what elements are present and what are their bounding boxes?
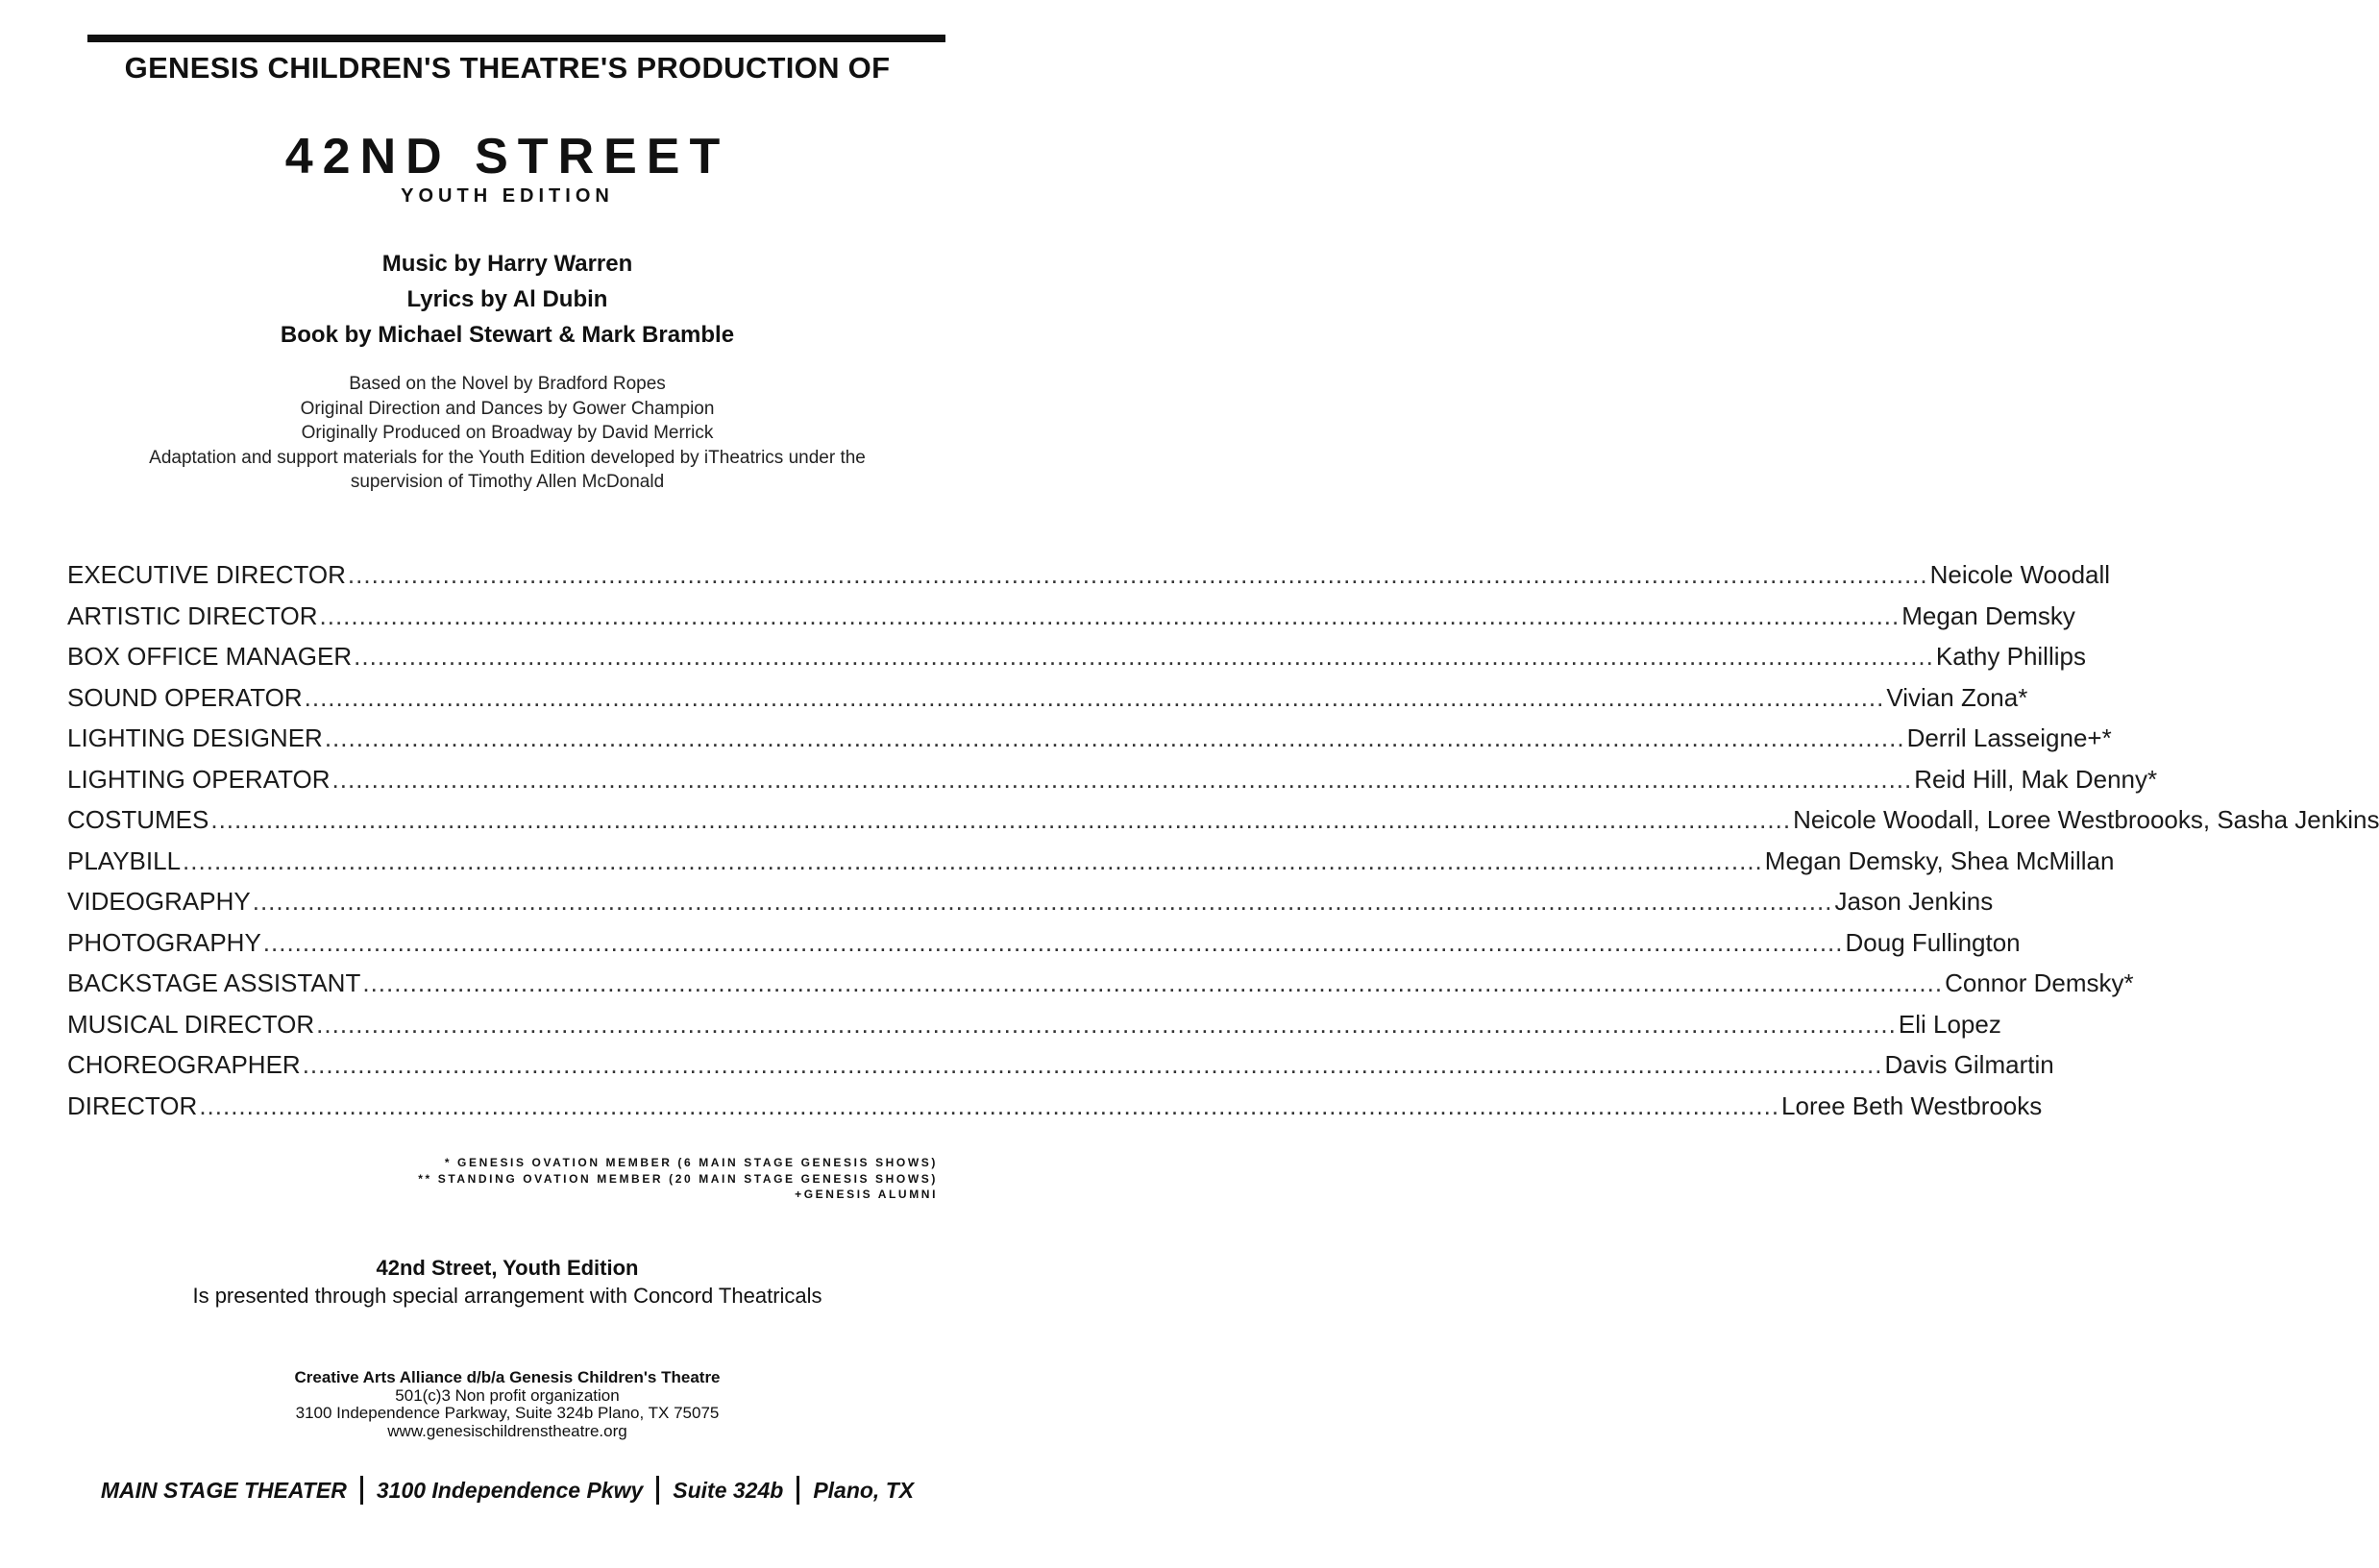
show-subtitle: YOUTH EDITION <box>401 185 614 207</box>
dot-leader: ........................................................................................................................................................................................................ <box>331 764 1913 794</box>
staff-row <box>67 682 2028 724</box>
footer-divider <box>656 1476 659 1505</box>
dot-leader: ........................................................................................................................................................................................................ <box>183 845 1763 875</box>
dot-leader: ........................................................................................................................................................................................................ <box>347 560 1928 589</box>
dot-leader: ........................................................................................................................................................................................................ <box>319 600 1901 630</box>
staff-role: PHOTOGRAPHY <box>67 927 261 957</box>
staff-row <box>67 723 2112 765</box>
staff-role: PLAYBILL <box>67 845 182 875</box>
dot-leader: ........................................................................................................................................................................................................ <box>304 682 1885 712</box>
footer-street: 3100 Independence Pkwy <box>376 1477 644 1503</box>
staff-name: Doug Fullington <box>1845 927 2021 957</box>
dot-leader: ........................................................................................................................................................................................................ <box>362 968 1944 997</box>
arrangement-notice <box>0 1254 1015 1310</box>
staff-name: Davis Gilmartin <box>1884 1050 2054 1079</box>
staff-row <box>67 600 2075 643</box>
staff-role: LIGHTING OPERATOR <box>67 764 331 794</box>
staff-name: Derril Lasseigne+* <box>1906 723 2112 752</box>
staff-role: COSTUMES <box>67 805 209 834</box>
staff-role: DIRECTOR <box>67 1090 198 1120</box>
staff-name: Vivian Zona* <box>1886 682 2028 712</box>
dot-leader: ........................................................................................................................................................................................................ <box>302 1050 1883 1079</box>
authors-credits <box>0 246 1015 353</box>
lyrics-credit: Lyrics by Al Dubin <box>406 286 608 312</box>
staff-name: Connor Demsky* <box>1945 968 2134 997</box>
standing-ovation-note: ** STANDING OVATION MEMBER (20 MAIN STAGE GENESIS SHOWS) <box>418 1171 938 1186</box>
staff-row <box>67 845 2115 888</box>
staff-name: Eli Lopez <box>1898 1009 2001 1039</box>
dot-leader: ........................................................................................................................................................................................................ <box>262 927 1844 957</box>
staff-row <box>67 1090 2043 1133</box>
staff-name: Neicole Woodall, Loree Westbroooks, Sasha Jenkins <box>1793 805 2379 834</box>
dot-leader: ........................................................................................................................................................................................................ <box>252 887 1833 916</box>
footer-divider <box>797 1476 799 1505</box>
alumni-note: +GENESIS ALUMNI <box>795 1188 938 1201</box>
staff-name: Kathy Phillips <box>1935 642 2086 671</box>
show-title: 42ND STREET <box>284 129 730 184</box>
staff-role: EXECUTIVE DIRECTOR <box>67 560 346 589</box>
top-rule <box>87 35 945 42</box>
staff-role: CHOREOGRAPHER <box>67 1050 301 1079</box>
staff-name: Reid Hill, Mak Denny* <box>1914 764 2158 794</box>
dot-leader: ........................................................................................................................................................................................................ <box>316 1009 1897 1039</box>
staff-row <box>67 887 1994 928</box>
dot-leader: ........................................................................................................................................................................................................ <box>210 805 1792 834</box>
based-on-line: Adaptation and support materials for the Youth Edition developed by iTheatrics under the <box>149 447 866 468</box>
staff-role: SOUND OPERATOR <box>67 682 303 712</box>
arrangement-title: 42nd Street, Youth Edition <box>376 1256 639 1280</box>
staff-row <box>67 764 2158 806</box>
ovation-note: * GENESIS OVATION MEMBER (6 MAIN STAGE GENESIS SHOWS) <box>444 1156 938 1169</box>
staff-row <box>67 927 2021 969</box>
staff-name: Loree Beth Westbrooks <box>1781 1090 2043 1120</box>
production-header: GENESIS CHILDREN'S THEATRE'S PRODUCTION OF <box>124 51 891 85</box>
based-on-line: Originally Produced on Broadway by David Merrick <box>301 423 714 443</box>
organization-website: www.genesischildrenstheatre.org <box>387 1421 627 1440</box>
footer-divider <box>360 1476 363 1505</box>
staff-role: MUSICAL DIRECTOR <box>67 1009 315 1039</box>
organization-name: Creative Arts Alliance d/b/a Genesis Children's Theatre <box>294 1368 721 1386</box>
staff-role: BACKSTAGE ASSISTANT <box>67 968 361 997</box>
book-credit: Book by Michael Stewart & Mark Bramble <box>280 322 735 348</box>
membership-notes <box>418 1155 938 1203</box>
staff-list <box>67 560 2379 1132</box>
organization-address: 3100 Independence Parkway, Suite 324b Plano, TX 75075 <box>295 1404 720 1422</box>
staff-name: Megan Demsky, Shea McMillan <box>1764 845 2115 875</box>
based-on-credits <box>86 372 928 495</box>
staff-row <box>67 1009 2001 1051</box>
dot-leader: ........................................................................................................................................................................................................ <box>199 1090 1780 1120</box>
staff-role: ARTISTIC DIRECTOR <box>67 600 318 630</box>
footer-venue: MAIN STAGE THEATER <box>100 1477 347 1503</box>
arrangement-text: Is presented through special arrangement with Concord Theatricals <box>192 1284 822 1308</box>
based-on-line: Original Direction and Dances by Gower Champion <box>300 398 715 419</box>
footer-suite: Suite 324b <box>673 1477 784 1503</box>
staff-role: LIGHTING DESIGNER <box>67 723 323 752</box>
based-on-line: supervision of Timothy Allen McDonald <box>350 472 665 492</box>
music-credit: Music by Harry Warren <box>381 251 633 277</box>
staff-name: Megan Demsky <box>1901 600 2075 630</box>
staff-role: VIDEOGRAPHY <box>67 887 251 916</box>
venue-footer <box>0 1476 1015 1505</box>
staff-row <box>67 805 2379 846</box>
dot-leader: ........................................................................................................................................................................................................ <box>324 723 1905 752</box>
staff-row <box>67 1050 2054 1091</box>
staff-row <box>67 968 2134 1010</box>
staff-row <box>67 642 2086 683</box>
staff-name: Neicole Woodall <box>1929 560 2111 589</box>
footer-city: Plano, TX <box>813 1477 915 1503</box>
staff-row <box>67 560 2111 601</box>
organization-status: 501(c)3 Non profit organization <box>395 1385 620 1405</box>
organization-info <box>0 1369 1015 1440</box>
dot-leader: ........................................................................................................................................................................................................ <box>354 642 1934 671</box>
staff-name: Jason Jenkins <box>1834 887 1994 916</box>
staff-role: BOX OFFICE MANAGER <box>67 642 353 671</box>
based-on-line: Based on the Novel by Bradford Ropes <box>349 374 666 394</box>
